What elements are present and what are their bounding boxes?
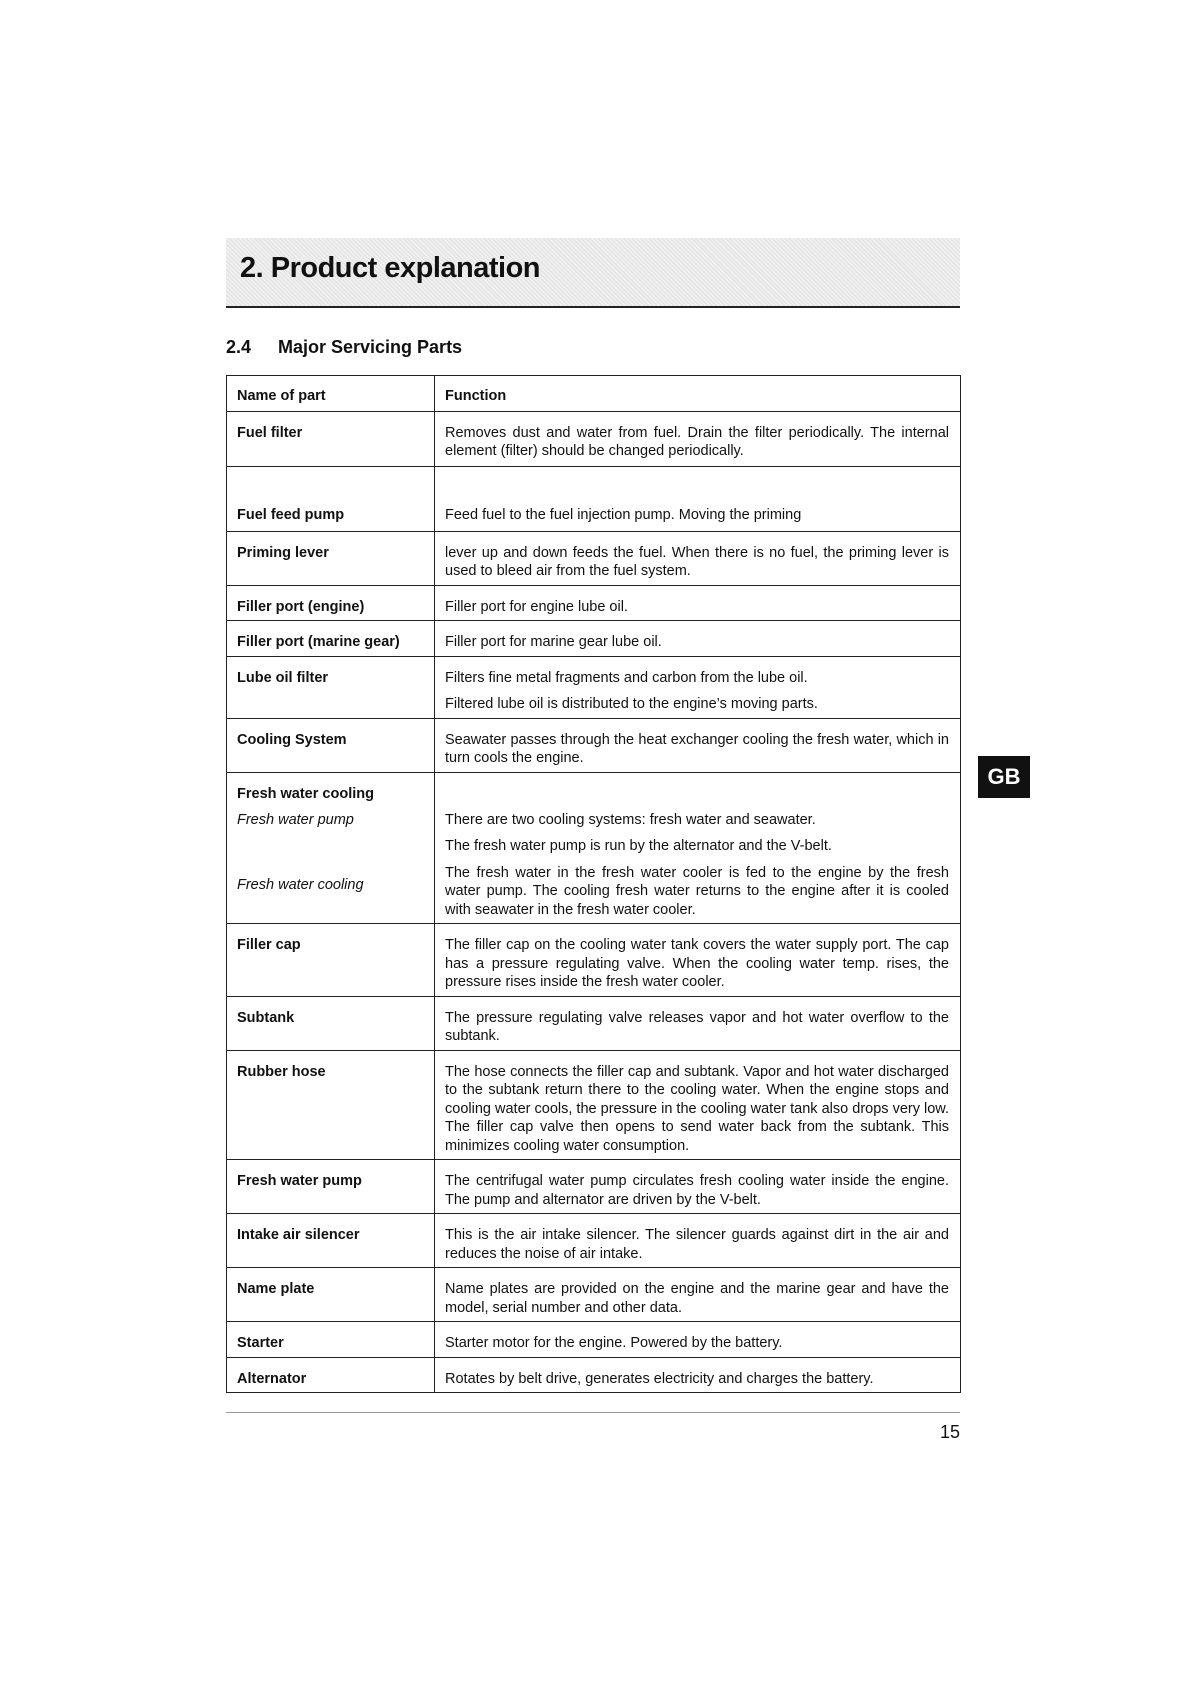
- table-row: [227, 1050, 961, 1160]
- table-header-row: [227, 376, 961, 412]
- part-name: Rubber hose: [227, 1050, 435, 1160]
- part-name: Lube oil filter: [227, 656, 435, 718]
- table-row: [227, 1160, 961, 1214]
- header-function: Function: [435, 376, 961, 412]
- section-title: Major Servicing Parts: [278, 337, 463, 357]
- part-function: [435, 656, 961, 718]
- part-function: Rotates by belt drive, generates electricity and charges the battery.: [435, 1357, 961, 1393]
- servicing-parts-table: [226, 375, 961, 1393]
- chapter-header-band: [226, 238, 960, 308]
- part-group-title: Fresh water cooling: [237, 785, 374, 802]
- part-name: Priming lever: [227, 531, 435, 585]
- table-row: [227, 924, 961, 997]
- table-row: [227, 1268, 961, 1322]
- part-name: Intake air silencer: [227, 1214, 435, 1268]
- table-row: [227, 411, 961, 466]
- table-row: [227, 1357, 961, 1393]
- part-function: [435, 772, 961, 924]
- footer-divider: [226, 1412, 960, 1413]
- function-line: Filters fine metal fragments and carbon from the lube oil.: [445, 669, 808, 686]
- header-name-of-part: Name of part: [227, 376, 435, 412]
- part-name: Cooling System: [227, 718, 435, 772]
- language-tab: GB: [978, 756, 1030, 798]
- part-name: Fresh water pump: [227, 1160, 435, 1214]
- table-row: [227, 466, 961, 531]
- table-row: [227, 772, 961, 924]
- part-name: Alternator: [227, 1357, 435, 1393]
- function-line: There are two cooling systems: fresh water and seawater.: [445, 811, 816, 828]
- page-number: 15: [939, 1422, 960, 1442]
- table-row: [227, 1214, 961, 1268]
- part-function: Seawater passes through the heat exchanger cooling the fresh water, which in turn cools the engine.: [435, 718, 961, 772]
- part-name: Fuel feed pump: [227, 466, 435, 531]
- part-function: Filler port for marine gear lube oil.: [435, 621, 961, 657]
- part-name: [227, 772, 435, 924]
- sub-part-name: Fresh water cooling: [237, 876, 364, 893]
- part-function: lever up and down feeds the fuel. When there is no fuel, the priming lever is used to bleed air from the fuel system.: [435, 531, 961, 585]
- table-row: [227, 1322, 961, 1358]
- table-row: [227, 718, 961, 772]
- section-number: 2.4: [226, 337, 252, 357]
- table-row: [227, 656, 961, 718]
- part-name: Fuel filter: [227, 411, 435, 466]
- part-function: Feed fuel to the fuel injection pump. Moving the priming: [435, 466, 961, 531]
- part-name: Filler port (marine gear): [227, 621, 435, 657]
- section-heading: [226, 337, 462, 358]
- part-function: The hose connects the filler cap and subtank. Vapor and hot water discharged to the subtank return there to the cooling water. When the engine stops and cooling water cools, the pressure in the cooling water tank also drops very low. The filler cap valve then opens to send water back from the subtank. This minimizes cooling water consumption.: [435, 1050, 961, 1160]
- part-function: Name plates are provided on the engine and the marine gear and have the model, serial number and other data.: [435, 1268, 961, 1322]
- function-line: The fresh water in the fresh water cooler is fed to the engine by the fresh water pump. The cooling fresh water returns to the engine after it is cooled with seawater in the fresh water cooler.: [445, 864, 949, 918]
- part-function: Starter motor for the engine. Powered by the battery.: [435, 1322, 961, 1358]
- part-name: Subtank: [227, 996, 435, 1050]
- part-function: The filler cap on the cooling water tank covers the water supply port. The cap has a pressure regulating valve. When the cooling water temp. rises, the pressure rises inside the fresh water cooler.: [435, 924, 961, 997]
- part-function: This is the air intake silencer. The silencer guards against dirt in the air and reduces the noise of air intake.: [435, 1214, 961, 1268]
- part-function: The pressure regulating valve releases vapor and hot water overflow to the subtank.: [435, 996, 961, 1050]
- function-line: The fresh water pump is run by the alternator and the V-belt.: [445, 838, 832, 854]
- part-function: Filler port for engine lube oil.: [435, 585, 961, 621]
- function-line: Filtered lube oil is distributed to the engine’s moving parts.: [445, 696, 818, 712]
- part-name: Starter: [227, 1322, 435, 1358]
- part-name: Name plate: [227, 1268, 435, 1322]
- chapter-title: 2. Product explanation: [240, 252, 540, 284]
- part-name: Filler port (engine): [227, 585, 435, 621]
- table-row: [227, 585, 961, 621]
- table-row: [227, 996, 961, 1050]
- sub-part-name: Fresh water pump: [237, 812, 354, 828]
- part-name: Filler cap: [227, 924, 435, 997]
- part-function: Removes dust and water from fuel. Drain the filter periodically. The internal element (filter) should be changed periodically.: [435, 411, 961, 466]
- table-row: [227, 621, 961, 657]
- part-function: The centrifugal water pump circulates fresh cooling water inside the engine. The pump and alternator are driven by the V-belt.: [435, 1160, 961, 1214]
- table-row: [227, 531, 961, 585]
